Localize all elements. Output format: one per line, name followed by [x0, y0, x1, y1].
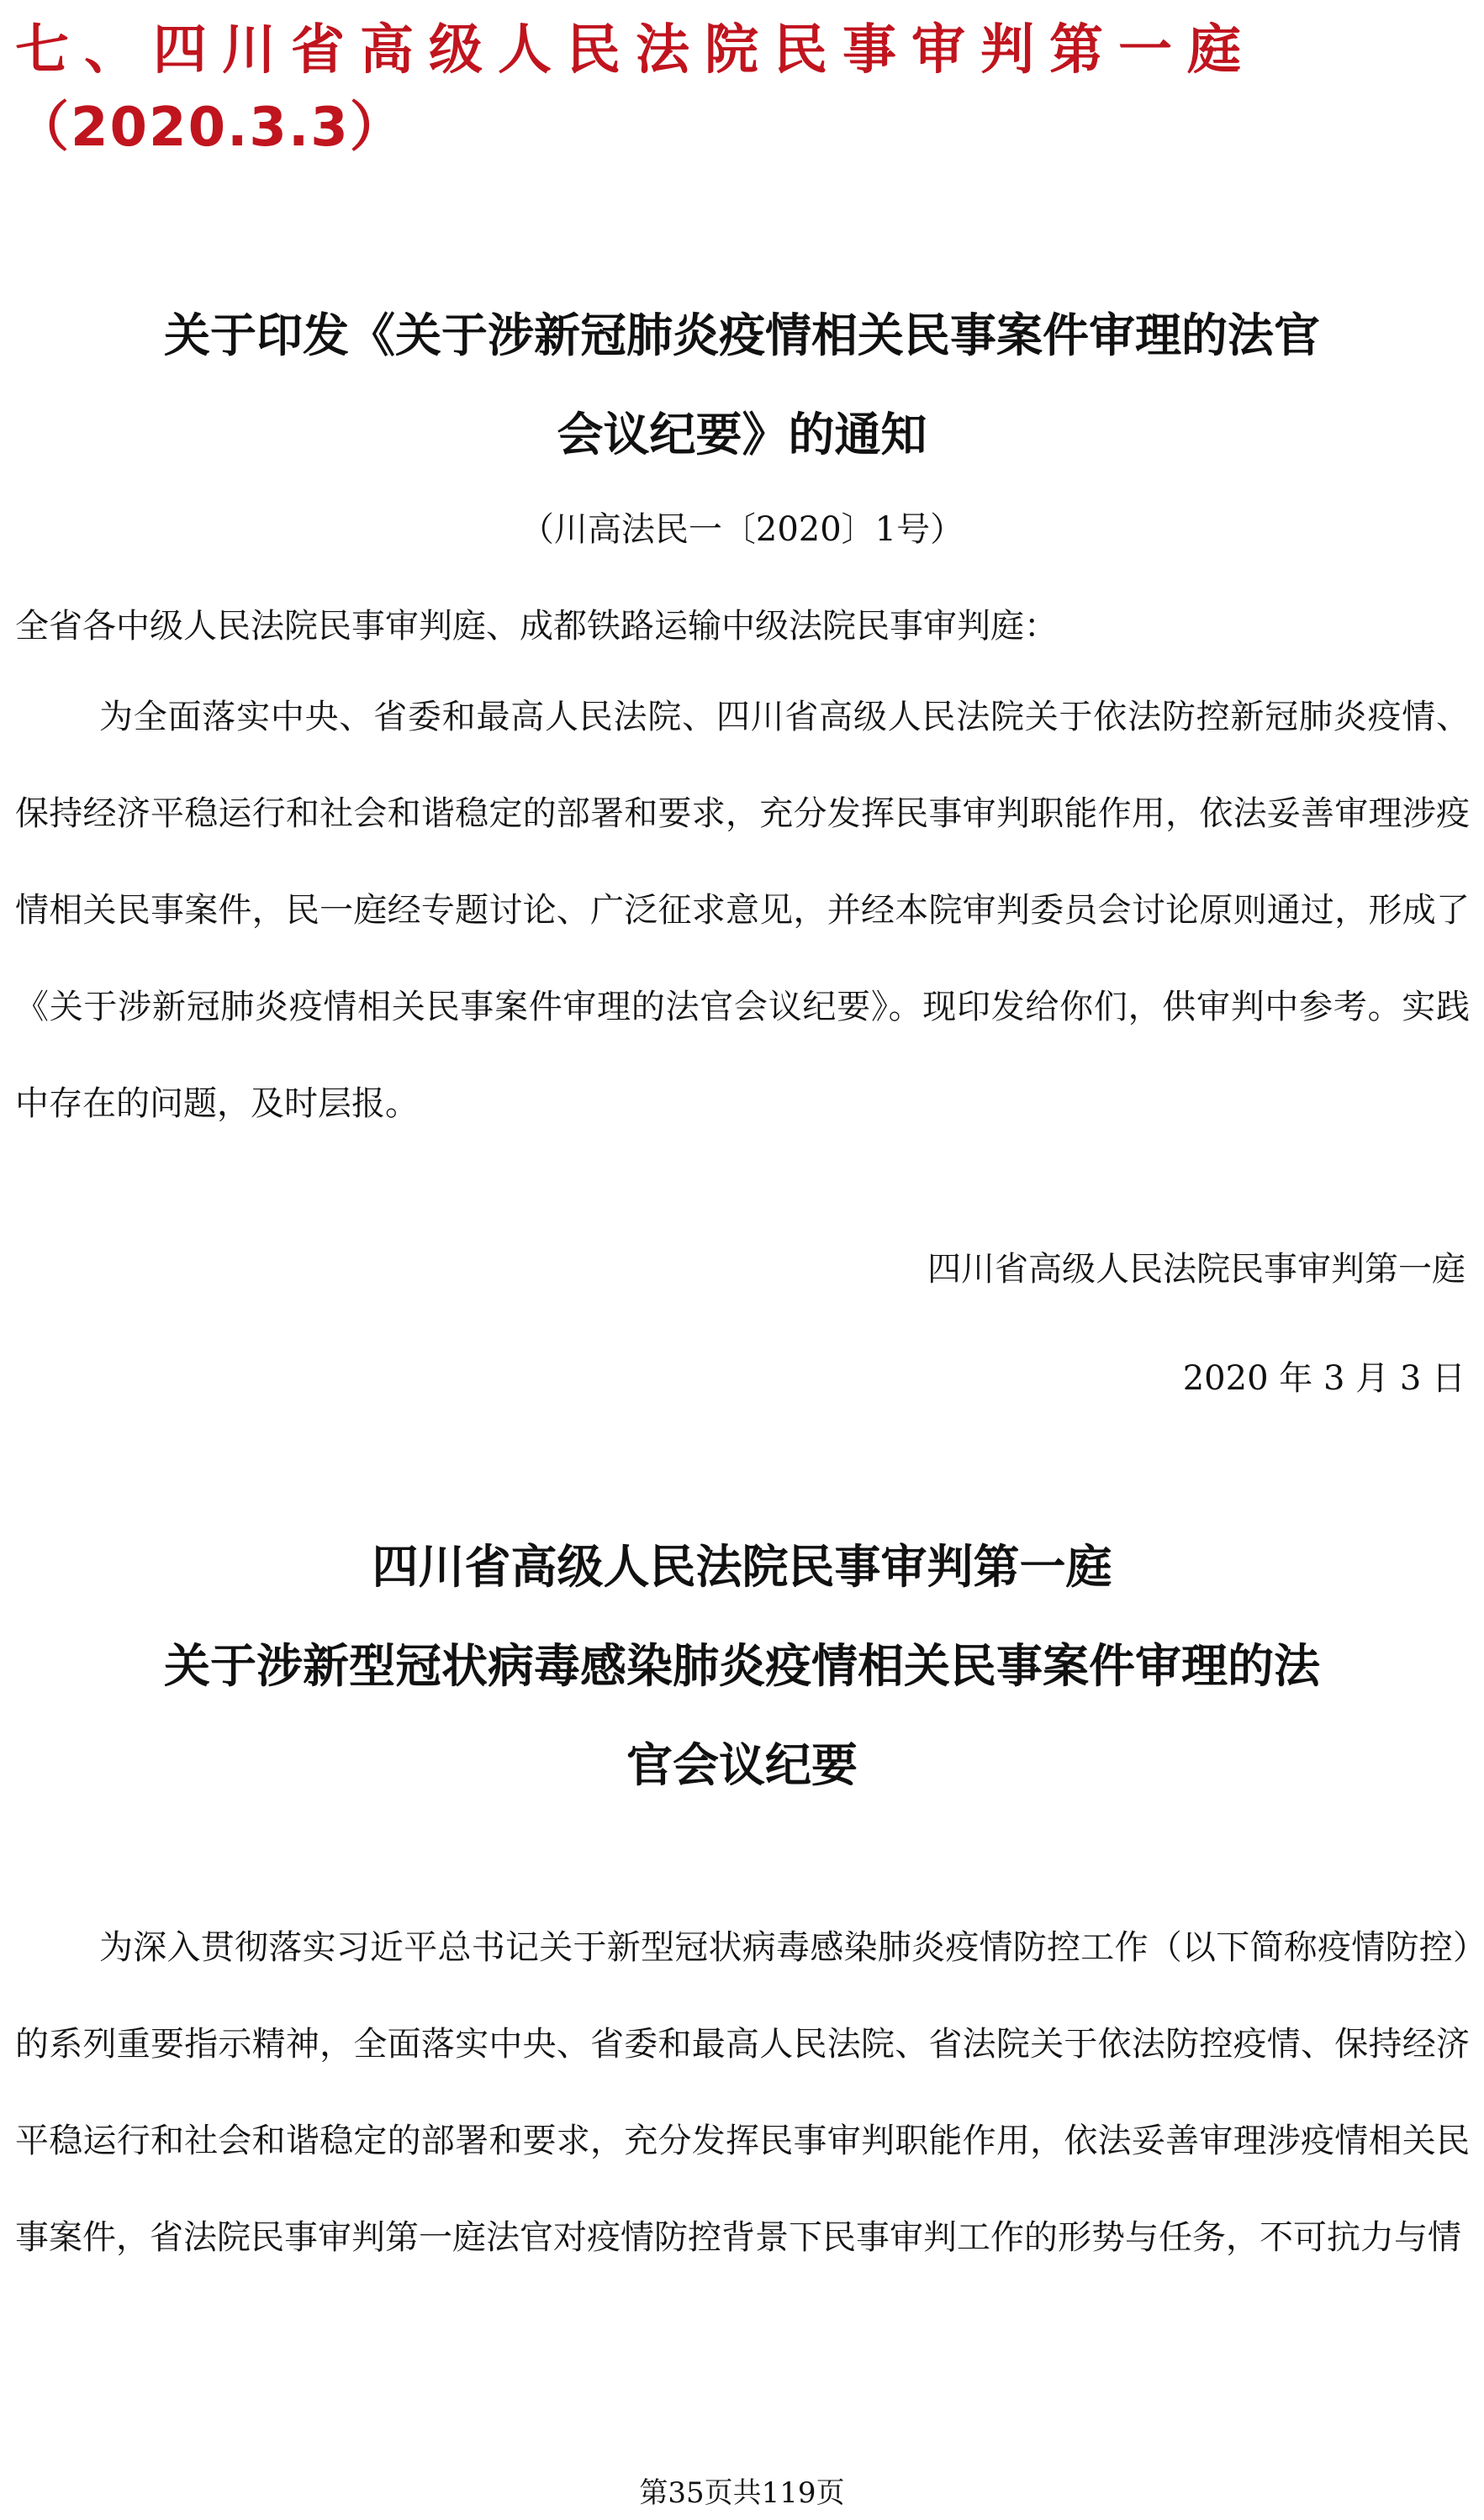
memo-title [25, 1517, 1459, 1815]
notice-paragraph: 为全面落实中央、省委和最高人民法院、四川省高级人民法院关于依法防控新冠肺炎疫情、保持经济平稳运行和社会和谐稳定的部署和要求，充分发挥民事审判职能作用，依法妥善审理涉疫情相关民事案件，民一庭经专题讨论、广泛征求意见，并经本院审判委员会讨论原则通过，形成了《关于涉新冠肺炎疫情相关民事案件审理的法官会议纪要》。现印发给你们，供审判中参考。实践中存在的问题，及时层报。 [15, 698, 1470, 1123]
section-heading [15, 12, 1470, 166]
notice-title-line-2: 会议纪要》的通知 [557, 408, 927, 461]
memo-title-line-3: 官会议纪要 [626, 1738, 858, 1792]
memo-title-line-2: 关于涉新型冠状病毒感染肺炎疫情相关民事案件审理的法 [163, 1639, 1320, 1693]
section-heading-date: （2020.3.3） [15, 97, 405, 159]
notice-title-line-1: 关于印发《关于涉新冠肺炎疫情相关民事案件审理的法官 [163, 308, 1320, 362]
page-footer: 第35页共119页 [639, 2476, 845, 2510]
document-number: （川高法民一〔2020〕1号） [520, 510, 964, 549]
memo-title-line-1: 四川省高级人民法院民事审判第一庭 [372, 1540, 1112, 1594]
salutation: 全省各中级人民法院民事审判庭、成都铁路运输中级法院民事审判庭： [15, 607, 1058, 646]
section-heading-title: 七、四川省高级人民法院民事审判第一庭 [15, 19, 1256, 82]
notice-title [25, 286, 1459, 484]
signature-organization: 四川省高级人民法院民事审判第一庭 [927, 1250, 1466, 1289]
signature-date: 2020 年 3 月 3 日 [1182, 1359, 1466, 1398]
memo-paragraph: 为深入贯彻落实习近平总书记关于新型冠状病毒感染肺炎疫情防控工作（以下简称疫情防控）的系列重要指示精神，全面落实中央、省委和最高人民法院、省法院关于依法防控疫情、保持经济平稳运行和社会和谐稳定的部署和要求，充分发挥民事审判职能作用，依法妥善审理涉疫情相关民事案件，省法院民事审判第一庭法官对疫情防控背景下民事审判工作的形势与任务，不可抗力与情 [15, 1928, 1470, 2257]
